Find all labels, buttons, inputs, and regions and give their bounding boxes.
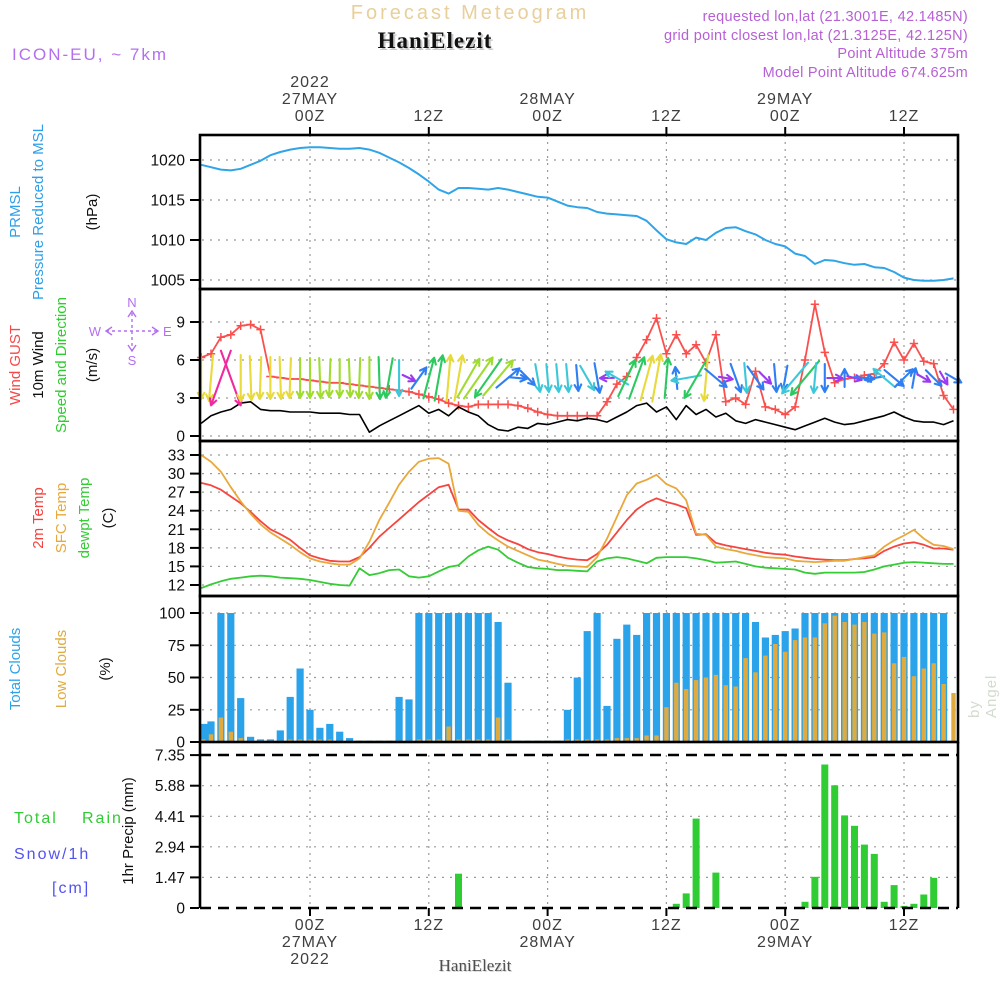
- low-cloud-bar: [743, 658, 747, 742]
- date-label-top: 2022: [290, 74, 330, 91]
- wind-arrow: [347, 359, 354, 397]
- low-cloud-bar: [714, 675, 718, 742]
- low-cloud-bar: [932, 663, 936, 742]
- date-label-top: 12Z: [413, 108, 445, 125]
- low-cloud-bar: [951, 693, 955, 742]
- y-tick-label: 9: [176, 314, 185, 332]
- panel-frames: [200, 135, 958, 908]
- y-tick-label: 6: [176, 352, 185, 370]
- total-cloud-bar: [504, 683, 511, 742]
- snow-label: Snow/1h: [14, 846, 91, 863]
- y-tick-label: 27: [167, 484, 185, 502]
- compass-west: W: [88, 324, 101, 339]
- y-tick-label: 3: [176, 390, 185, 408]
- point-altitude: Point Altitude 375m: [837, 46, 968, 62]
- axis-labels: [151, 74, 920, 968]
- model-point-altitude: Model Point Altitude 674.625m: [762, 64, 968, 81]
- y-tick-label: 50: [167, 670, 185, 687]
- wind-arrow: [403, 375, 416, 381]
- wind-arrow: [565, 364, 572, 392]
- y-tick-label: 0: [176, 734, 185, 752]
- date-label-bottom: 00Z: [294, 917, 326, 934]
- wind-arrow: [396, 360, 403, 396]
- date-label-top: 00Z: [532, 108, 563, 125]
- date-label-top: 12Z: [651, 108, 682, 125]
- panel-border: [200, 135, 958, 289]
- total-cloud-bar: [455, 613, 462, 742]
- station-title: HaniElezit: [377, 28, 493, 53]
- total-cloud-bar: [445, 613, 452, 742]
- y-tick-label: 25: [167, 702, 185, 720]
- y-tick-label: 33: [167, 447, 185, 465]
- y-tick-label: 1020: [150, 152, 185, 170]
- y-tick-label: 2.94: [154, 839, 185, 857]
- low-cloud-bar: [783, 652, 787, 742]
- wind-arrow: [257, 357, 264, 399]
- low-cloud-bar: [684, 689, 688, 742]
- total-clouds-label: Total Clouds: [7, 627, 24, 711]
- grid-point-coords: grid point closest lon,lat (21.3125E, 42.125N): [664, 27, 968, 44]
- wind-arrow: [317, 358, 324, 398]
- low-cloud-bar: [753, 672, 757, 742]
- total-cloud-bar: [594, 613, 601, 742]
- wind-arrow: [206, 355, 213, 401]
- low-cloud-bar: [882, 632, 886, 742]
- low-cloud-bar: [793, 640, 797, 742]
- total-cloud-bar: [465, 613, 472, 742]
- low-cloud-bar: [842, 622, 846, 742]
- date-label-bottom: 12Z: [413, 917, 445, 934]
- low-cloud-bar: [664, 707, 668, 742]
- rain-bar: [920, 895, 927, 909]
- gridlines: [202, 135, 956, 908]
- precip-unit-label: 1hr Precip (mm): [120, 777, 137, 885]
- wind-arrow: [366, 357, 373, 399]
- total-cloud-bar: [277, 730, 284, 742]
- total-cloud-bar: [287, 697, 294, 742]
- low-cloud-bar: [823, 623, 827, 742]
- wind-arrow: [575, 365, 582, 391]
- total-cloud-bar: [415, 613, 422, 742]
- clouds-unit-label: (%): [97, 657, 114, 681]
- wind-arrow: [555, 364, 562, 392]
- y-tick-label: 0: [176, 428, 185, 446]
- low-cloud-bar: [229, 732, 233, 742]
- low-cloud-bar: [902, 657, 906, 742]
- low-cloud-bar: [862, 622, 866, 742]
- rain-bar: [693, 819, 700, 908]
- dewpt-line: [201, 547, 953, 589]
- wind-arrow: [885, 370, 904, 386]
- low-cloud-bar: [724, 685, 728, 742]
- bar-series: [201, 613, 956, 908]
- pressure-label-2: Pressure Reduced to MSL: [30, 124, 47, 300]
- date-label-top: 29MAY: [757, 91, 814, 108]
- rain-bar: [861, 845, 868, 908]
- date-label-top: 12Z: [888, 108, 920, 125]
- total-cloud-bar: [653, 613, 660, 742]
- total-cloud-bar: [336, 732, 343, 742]
- y-tick-label: 24: [167, 503, 185, 521]
- low-cloud-bar: [892, 663, 896, 742]
- rain-bar: [851, 826, 858, 908]
- y-tick-label: 12: [167, 577, 185, 595]
- total-cloud-bar: [613, 639, 620, 742]
- wind-arrow: [447, 355, 454, 401]
- low-cloud-bar: [833, 616, 837, 742]
- y-tick-label: 1005: [150, 272, 185, 290]
- low-cloud-bar: [941, 684, 945, 742]
- wind-arrow: [377, 357, 384, 399]
- y-tick-label: 18: [167, 540, 185, 558]
- low-cloud-bar: [496, 718, 500, 743]
- sfc-line: [201, 455, 953, 567]
- pressure-unit-label: (hPa): [84, 193, 101, 231]
- low-cloud-bar: [704, 678, 708, 743]
- low-cloud-bar: [912, 676, 916, 742]
- rain-bar: [821, 765, 828, 909]
- total-cloud-bar: [297, 669, 304, 743]
- total-cloud-bar: [405, 699, 412, 742]
- low-cloud-bar: [922, 669, 926, 743]
- low-clouds-label: Low Clouds: [53, 629, 70, 709]
- date-label-bottom: 00Z: [532, 917, 563, 934]
- footer-station: HaniElezit: [438, 956, 512, 975]
- wind-arrow: [917, 374, 930, 382]
- total-cloud-bar: [475, 613, 482, 742]
- low-cloud-bar: [773, 644, 777, 742]
- date-label-bottom: 27MAY: [281, 934, 339, 951]
- t2m-label: 2m Temp: [30, 487, 47, 549]
- wind-arrow: [248, 356, 255, 400]
- total-cloud-bar: [603, 706, 610, 742]
- pressure-line: [201, 147, 953, 281]
- requested-coords: requested lon,lat (21.3001E, 42.1485N): [702, 9, 968, 25]
- rain-bar: [841, 815, 848, 908]
- low-cloud-bar: [674, 683, 678, 742]
- low-cloud-bar: [219, 718, 223, 743]
- rain-bar: [683, 893, 690, 908]
- wind-arrow: [297, 358, 304, 398]
- sfc-temp-label: SFC Temp: [53, 482, 70, 554]
- rain-bar: [811, 877, 818, 908]
- total-cloud-bar: [435, 613, 442, 742]
- date-label-bottom: 12Z: [888, 917, 920, 934]
- page-supertitle: Forecast Meteogram: [350, 2, 590, 24]
- pressure-label-1: PRMSL: [7, 186, 24, 238]
- wind-arrow: [336, 359, 343, 397]
- wind-arrow: [911, 368, 918, 388]
- wind-speed-dir-label: Speed and Direction: [53, 297, 70, 433]
- snow-unit-label: [cm]: [52, 880, 91, 897]
- model-label: ICON-EU, ~ 7km: [12, 45, 168, 64]
- date-label-bottom: 28MAY: [519, 934, 576, 951]
- total-cloud-bar: [574, 678, 581, 743]
- date-label-bottom: 29MAY: [757, 934, 814, 951]
- total-cloud-bar: [643, 613, 650, 742]
- total-cloud-bar: [237, 698, 244, 742]
- wind-arrow: [423, 358, 435, 399]
- low-cloud-bar: [813, 638, 817, 743]
- wind-arrow: [719, 375, 733, 382]
- wind-arrow: [773, 364, 780, 392]
- rain-bar: [891, 885, 898, 908]
- temp-unit-label: (C): [100, 507, 117, 529]
- wind-arrow: [580, 366, 594, 390]
- y-tick-label: 1.47: [154, 869, 185, 887]
- dewpt-label: dewpt Temp: [76, 477, 93, 559]
- wind10m-label: 10m Wind: [30, 331, 47, 399]
- total-cloud-bar: [306, 710, 313, 742]
- total-cloud-bar: [623, 625, 630, 742]
- gust-label: Wind GUST: [7, 324, 24, 406]
- low-cloud-bar: [446, 727, 450, 743]
- date-label-top: 28MAY: [519, 91, 576, 108]
- y-tick-label: 0: [176, 900, 185, 918]
- date-label-top: 00Z: [769, 108, 801, 125]
- date-label-bottom: 12Z: [651, 917, 682, 934]
- wind-arrow: [237, 355, 244, 401]
- compass-south: S: [127, 353, 137, 368]
- total-cloud-bar: [485, 613, 492, 742]
- wind-arrow: [545, 364, 552, 392]
- y-tick-label: 21: [167, 521, 185, 539]
- y-tick-label: 4.41: [154, 808, 185, 826]
- date-label-top: 00Z: [294, 108, 326, 125]
- date-label-bottom: 00Z: [769, 917, 801, 934]
- total-cloud-bar: [584, 631, 591, 742]
- rain-label-total: Total: [14, 810, 58, 827]
- gust-line: [201, 304, 953, 416]
- rain-bar: [930, 878, 937, 908]
- y-tick-label: 15: [167, 558, 185, 576]
- total-cloud-bar: [564, 710, 571, 742]
- low-cloud-bar: [803, 638, 807, 743]
- total-cloud-bar: [201, 724, 208, 742]
- wind-arrow: [307, 358, 314, 398]
- y-tick-label: 1010: [150, 232, 185, 250]
- watermark: by Angel: [966, 674, 1000, 718]
- low-cloud-bar: [852, 625, 856, 742]
- total-cloud-bar: [425, 613, 432, 742]
- wind-arrow: [384, 358, 393, 397]
- y-tick-label: 100: [159, 605, 185, 623]
- wind-unit-label: (m/s): [84, 347, 101, 383]
- compass-east: E: [163, 324, 172, 339]
- y-tick-label: 75: [167, 637, 185, 655]
- low-cloud-bar: [694, 680, 698, 742]
- low-cloud-bar: [872, 634, 876, 742]
- total-cloud-bar: [396, 697, 403, 742]
- total-cloud-bar: [633, 635, 640, 742]
- wind-arrow: [356, 358, 363, 398]
- y-tick-label: 1015: [150, 192, 185, 210]
- wind-arrow: [326, 359, 333, 397]
- rain-bar: [871, 854, 878, 908]
- low-cloud-bar: [763, 656, 767, 742]
- low-cloud-bar: [734, 687, 738, 743]
- panel-border: [200, 289, 958, 441]
- y-tick-label: 7.35: [154, 747, 185, 765]
- date-label-top: 27MAY: [281, 91, 339, 108]
- wind-arrow: [664, 358, 671, 398]
- t2m-line: [201, 483, 953, 562]
- rain-label-rain: Rain: [82, 810, 123, 827]
- rain-bar: [712, 873, 719, 908]
- y-tick-label: 5.88: [154, 778, 185, 796]
- wind-arrow: [535, 364, 542, 392]
- total-cloud-bar: [326, 724, 333, 742]
- date-label-bottom: 2022: [290, 951, 330, 968]
- total-cloud-bar: [227, 613, 234, 742]
- wind-arrow: [760, 372, 771, 383]
- rain-bar: [455, 874, 462, 908]
- compass-rose: [89, 295, 172, 368]
- compass-north: N: [127, 295, 137, 310]
- y-tick-label: 30: [167, 466, 185, 484]
- rain-bar: [831, 785, 838, 908]
